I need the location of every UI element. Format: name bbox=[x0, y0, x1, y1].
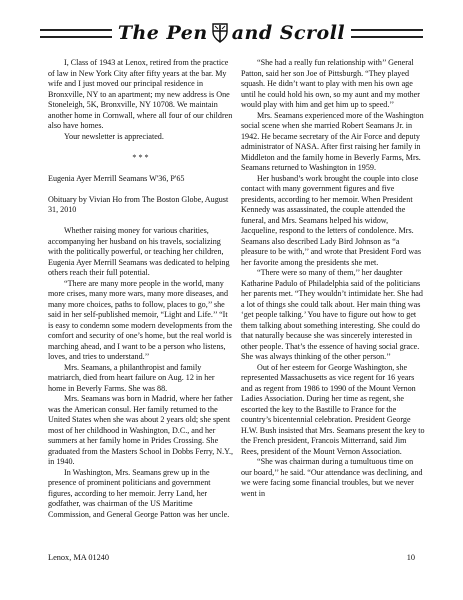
paragraph: Mrs. Seamans experienced more of the Washington social scene when she married Robert Seamans Jr. in 1942. He became secretary of the Air Force and deputy administrator of NASA. After first raising her family in Middleton and the family home in Beverly Farms, Mrs. Seamans returned to Washington in 1959. bbox=[241, 110, 424, 172]
paragraph: “There are many more people in the world, many more crises, many more wars, many more diseases, and many more choices, paths to follow, places to go,’’ she said in her self-published memoir, “Light and Life.’’ “It is easy to condemn some modern developments from the comfort and security of one’s home, but the real world is marching ahead, and I want to be a person who listens, loves, and tries to understand.’’ bbox=[48, 278, 233, 361]
page-footer bbox=[48, 553, 415, 562]
paragraph: Your newsletter is appreciated. bbox=[64, 131, 164, 141]
masthead-rule-left bbox=[40, 29, 112, 38]
masthead-title-right: and Scroll bbox=[231, 22, 346, 44]
masthead-title-left: The Pen bbox=[117, 22, 208, 44]
page-number: 10 bbox=[406, 553, 415, 562]
paragraph: “There were so many of them,’’ her daughter Katharine Padulo of Philadelphia said of the politicians her parents met. “They wouldn’t intimidate her. She had a lot of things she could talk about. Her main thing was ‘get people talking.’ You have to figure out how to get them talking about something interesting. She could do that naturally because she was sincerely interested in other people. That’s the essence of having social grace. She was always thinking of the other person.’’ bbox=[241, 268, 423, 361]
paragraph: Obituary by Vivian Ho from The Boston Globe, August 31, 2010 bbox=[48, 194, 229, 214]
right-column bbox=[241, 58, 426, 499]
left-column bbox=[48, 58, 233, 520]
footer-location: Lenox, MA 01240 bbox=[48, 553, 110, 562]
crest-icon bbox=[212, 23, 228, 43]
paragraph: Her husband’s work brought the couple into close contact with many government figures and five presidents, according to her memoir. When President Kennedy was assassinated, the couple attended the funeral, and Mrs. Seamans helped his widow, Jacqueline, respond to the letters of condolence. Mrs. Seamans also described Lady Bird Johnson as “a pleasure to be with,’’ and wrote that President Ford was her favorite among the presidents she met. bbox=[241, 173, 421, 267]
paragraph: I, Class of 1943 at Lenox, retired from the practice of law in New York City after fifty years at the bar. My wife and I just moved our principal residence in Bronxville, NY to an apartment; my new address is One Stoneleigh, 5K, Bronxville, NY 10708. We maintain another home in Cornwall, where all four of our children also have homes. bbox=[48, 58, 233, 130]
masthead-title bbox=[112, 22, 351, 44]
masthead bbox=[40, 16, 423, 50]
paragraph: “She had a really fun relationship with’’ General Patton, said her son Joe of Pittsburgh. “They played squash. He didn’t want to play with men his own age until he could hold his own, so my aunt and my mother would play with him and get him up to speed.’’ bbox=[241, 58, 420, 109]
paragraph: Out of her esteem for George Washington, she represented Massachusetts as vice regent for 16 years and as regent from 1986 to 1990 of the Mount Vernon Ladies Association. During her time as regent, she escorted the key to the Bastille to France for the country’s bicentennial celebration. President George H.W. Bush insisted that Mrs. Seamans present the key to the French president, Francois Mitterrand, said Jim Rees, president of the Mount Vernon Association. bbox=[241, 362, 425, 456]
paragraph: * * * bbox=[132, 152, 149, 162]
paragraph: In Washington, Mrs. Seamans grew up in the presence of prominent politicians and government figures, according to her memoir. Jerry Land, her godfather, was chairman of the US Maritime Commission, and General George Patton was her uncle. bbox=[48, 467, 230, 519]
paragraph: Eugenia Ayer Merrill Seamans W'36, P'65 bbox=[48, 173, 185, 183]
paragraph: Mrs. Seamans, a philanthropist and family matriarch, died from heart failure on Aug. 12 in her home in Beverly Farms. She was 88. bbox=[48, 362, 215, 393]
paragraph: Mrs. Seamans was born in Madrid, where her father was the American consul. Her family returned to the United States when she was about 2 years old; she spent most of her childhood in Washington, D.C., and her summers at her family home in Prides Crossing. She graduated from the Masters School in Dobbs Ferry, N.Y., in 1940. bbox=[48, 394, 234, 466]
paragraph: Whether raising money for various charities, accompanying her husband on his travels, socializing with the politically powerful, or teaching her children, Eugenia Ayer Merrill Seamans was dedicated to helping others reach their full potential. bbox=[48, 226, 230, 277]
paragraph: “She was chairman during a tumultuous time on our board,’’ he said. “Our attendance was declining, and we were facing some financial troubles, but we never went in bbox=[241, 457, 423, 498]
masthead-rule-right bbox=[351, 29, 423, 38]
